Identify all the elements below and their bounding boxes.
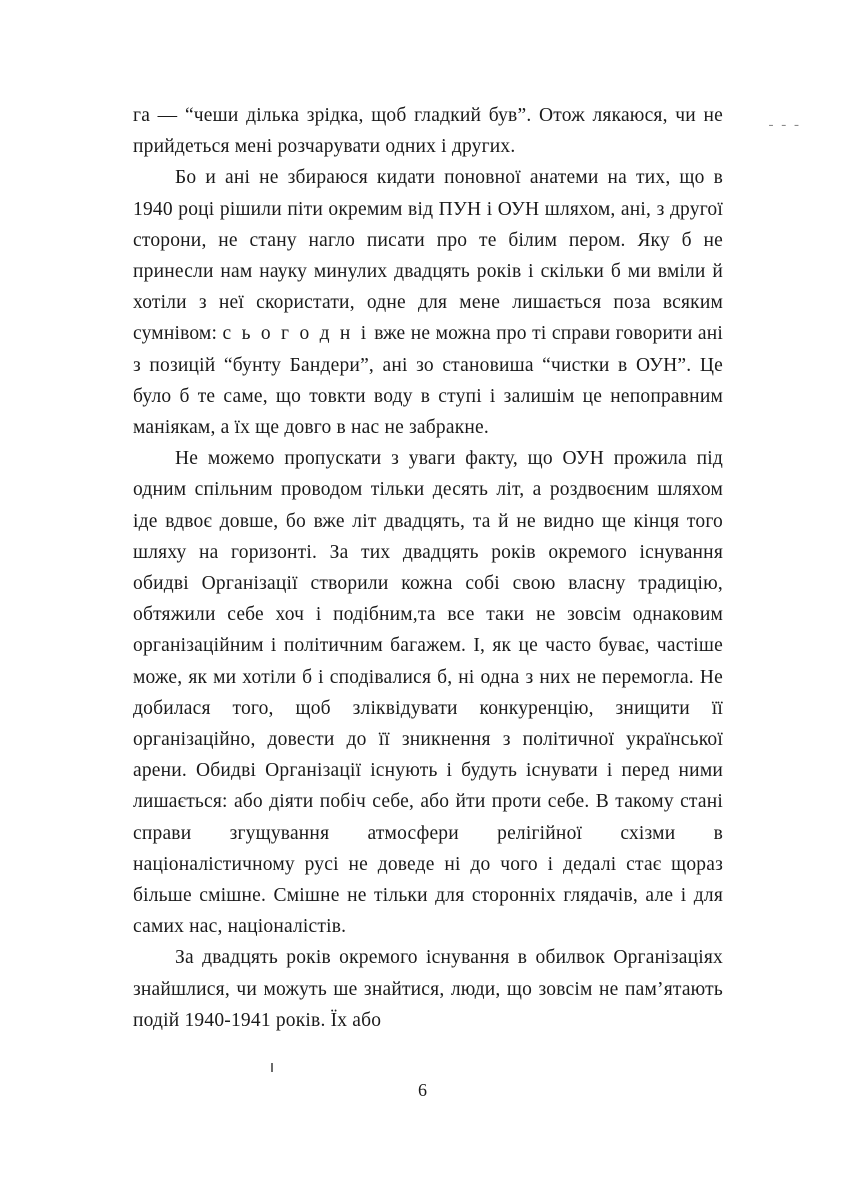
paragraph-3: Не можемо пропускати з уваги факту, що ОУН прожила під одним спільним проводом тільки десять літ, а роздвоєним шляхом іде вдвоє довше, бо вже літ двадцять, та й не видно ще кінця того шляху на горизонті. За тих двадцять років окремого існування обидві Організації створили кожна собі свою власну традицію, обтяжили себе хоч і подібним,та все таки не зовсім однаковим організаційним і політичним багажем. І, як це часто буває, частіше може, як ми хотіли б і сподівалися б, ні одна з них не перемогла. Не добилася того, щоб зліквідувати конкуренцію, знищити її організаційно, довести до її зникнення з політичної української арени. Обидві Організації існують і будуть існувати і перед ними лишається: або діяти побіч себе, або йти проти себе. В такому стані справи згущування атмосфери релігійної схізми в націоналістичному русі не доведе ні до чого і дедалі стає щораз більше смішне. Смішне не тільки для сторонніх глядачів, але і для самих нас, націоналістів. <box>133 448 723 938</box>
page-tick-mark <box>271 1063 273 1072</box>
page-edge-marks: - - - <box>768 117 801 133</box>
paragraph-2-emphasis: с ь о г о д н і <box>222 323 369 345</box>
paragraph-4: За двадцять років окремого існування в обилвок Організаціях знайшлися, чи можуть ше знайтися, люди, що зовсім не пам’ятають подій 1940-1941 років. Їх або <box>133 947 723 1031</box>
paragraph-1: га — “чеши ділька зрідка, щоб гладкий був”. Отож лякаюся, чи не прийдеться мені розчарувати одних і других. <box>133 105 723 158</box>
body-text <box>133 100 723 1036</box>
paragraph-2-part-1: Бо и ані не збираюся кидати поновної анатеми на тих, що в 1940 році рішили піти окремим від ПУН і ОУН шляхом, ані, з другої сторони, не стану нагло писати про те білим пером. Яку б не принесли нам науку минулих двадцять років і скільки б ми вміли й хотіли з неї скористати, одне для мене лишається поза всяким сумнівом: <box>133 167 723 345</box>
paragraph-2-part-2: вже не можна про ті справи говорити ані з позицій “бунту Бандери”, ані зо становиша “чистки в ОУН”. Це було б те саме, що товкти воду в ступі і залишім це непоправним маніякам, а їх ще довго в нас не забракне. <box>133 323 724 439</box>
page-number: 6 <box>418 1080 427 1100</box>
paragraph-2 <box>133 162 723 443</box>
